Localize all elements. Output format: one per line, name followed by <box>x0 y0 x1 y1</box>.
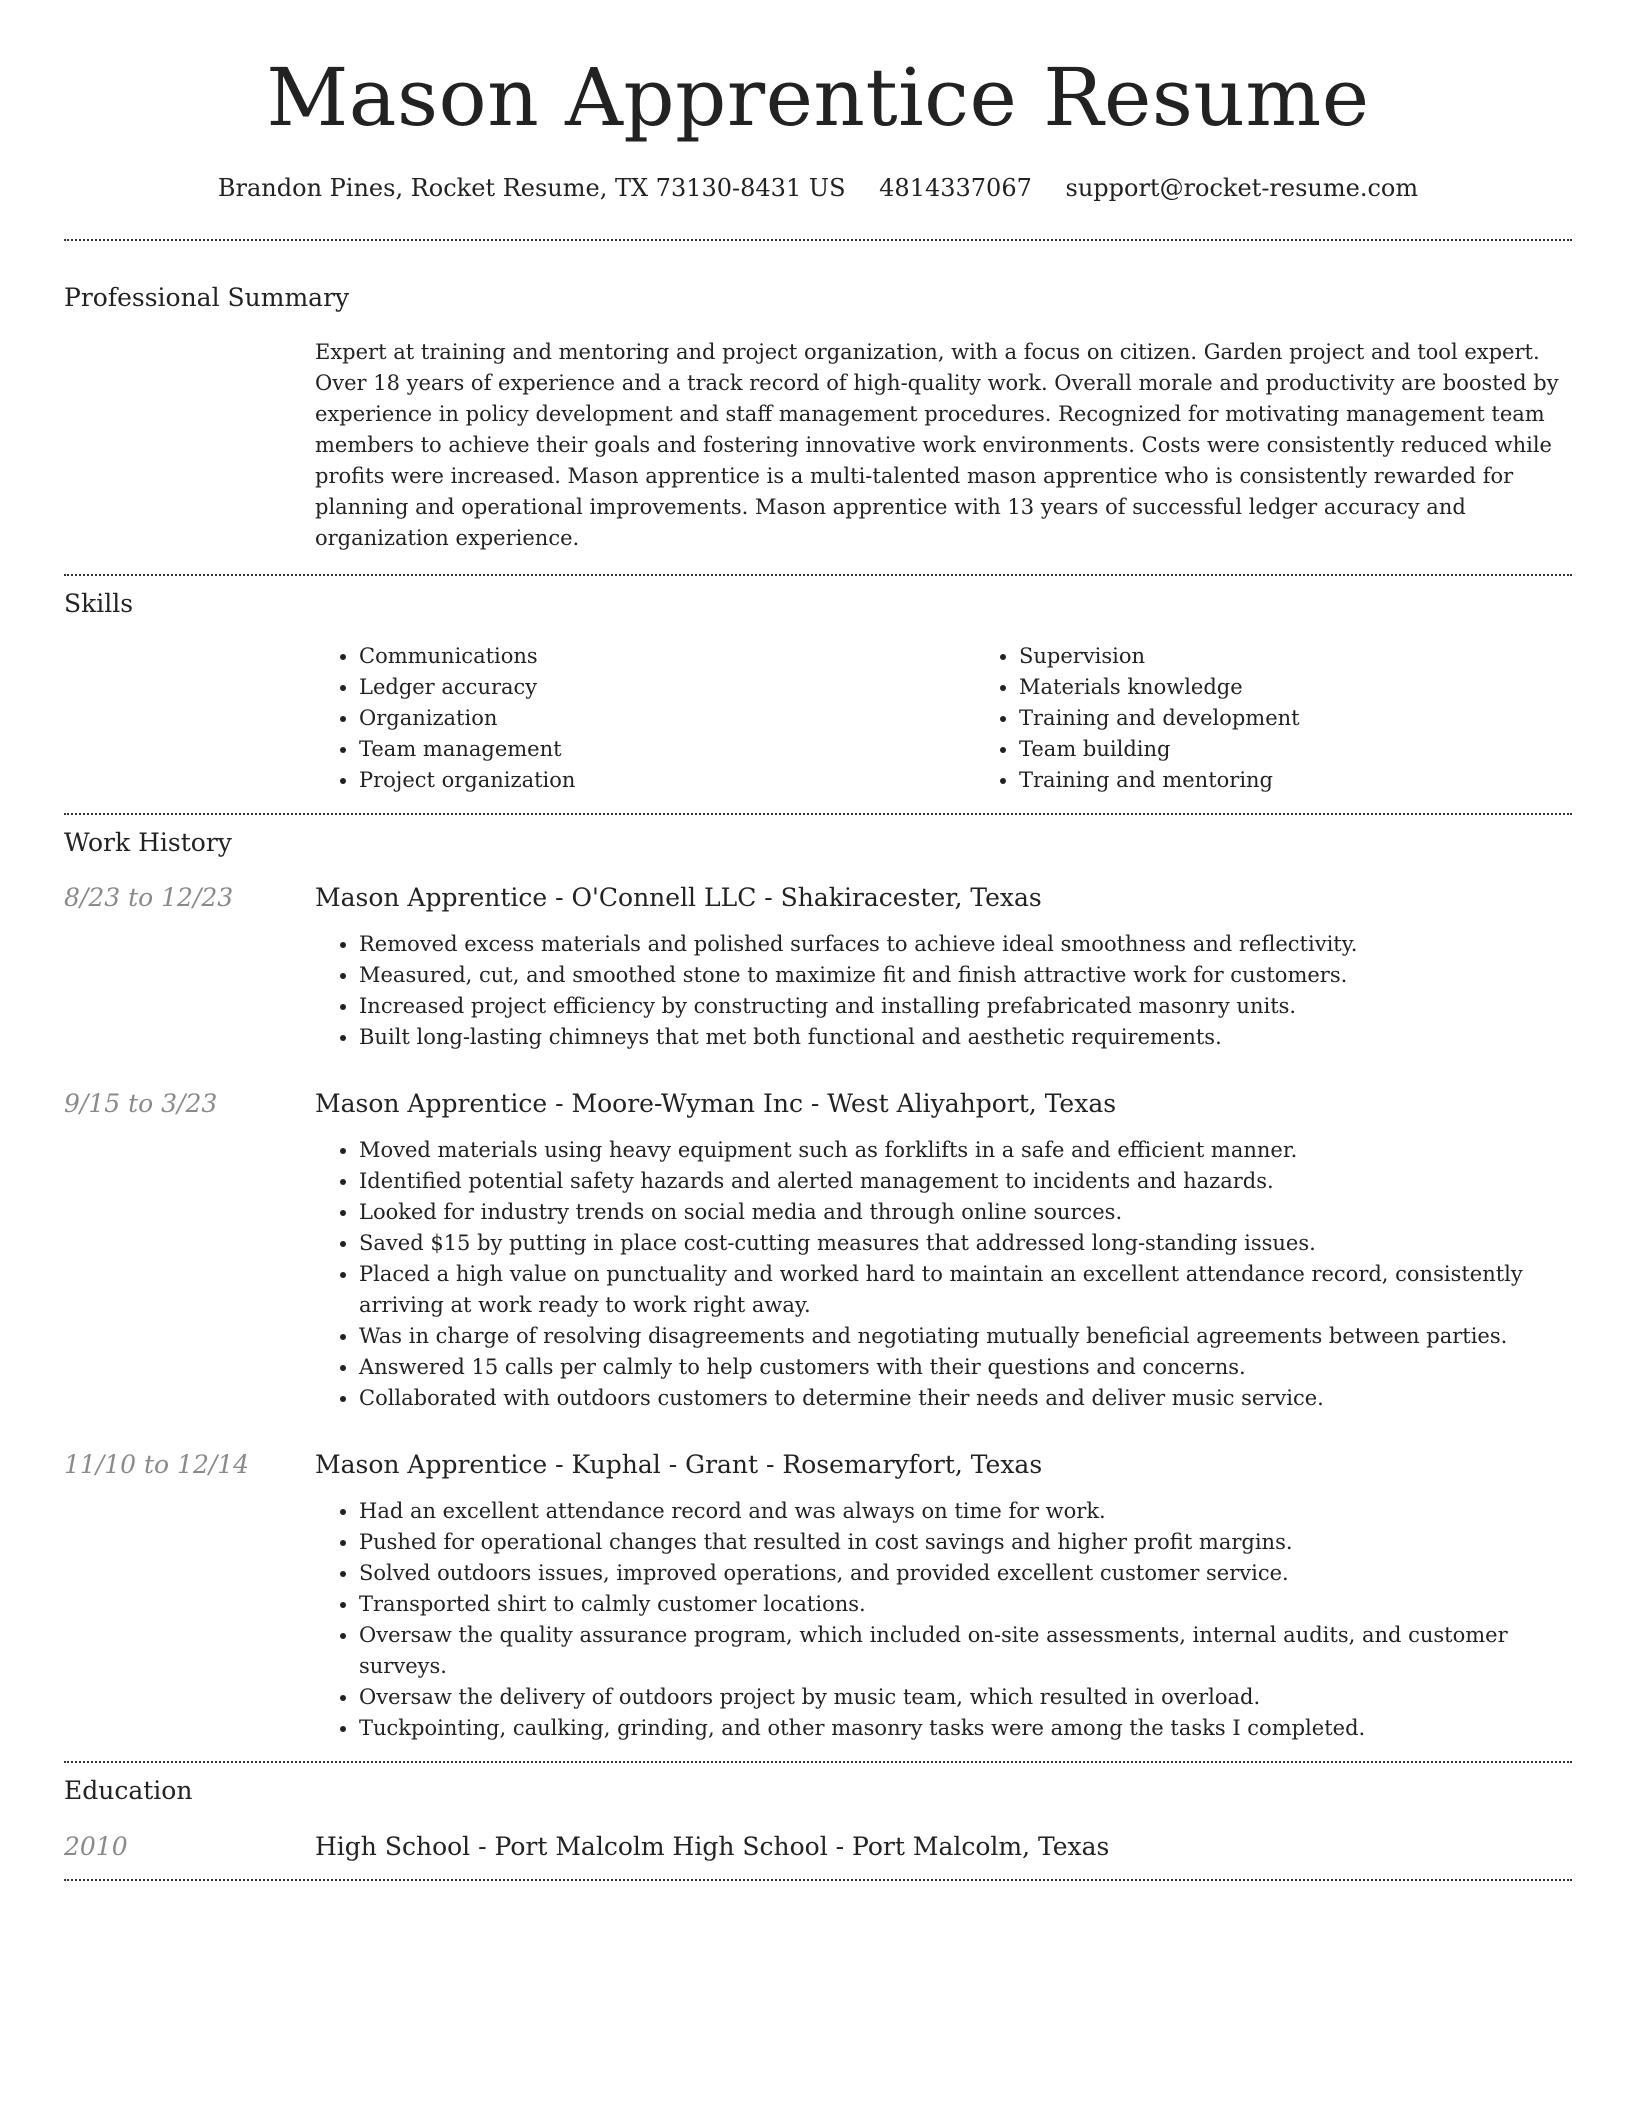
skills-spacer <box>64 641 315 796</box>
skill-item: • Project organization <box>359 765 975 796</box>
skill-item: • Training and development <box>1019 703 1632 734</box>
work-heading: Work History <box>64 828 232 857</box>
job-entry <box>64 1089 1572 1414</box>
contact-email: support@rocket-resume.com <box>1065 174 1419 202</box>
summary-heading: Professional Summary <box>64 283 350 312</box>
job-bullet: • Saved $15 by putting in place cost-cutting measures that addressed long-standing issues. <box>359 1228 1572 1259</box>
skills-columns <box>315 641 1632 796</box>
job-bullets <box>315 1496 1572 1744</box>
summary-row <box>64 337 1572 554</box>
contact-phone: 4814337067 <box>879 174 1032 202</box>
job-bullet: • Built long-lasting chimneys that met both functional and aesthetic requirements. <box>359 1022 1572 1053</box>
education-entry <box>64 1832 1572 1861</box>
job-title: Mason Apprentice - Kuphal - Grant - Rosemaryfort, Texas <box>315 1450 1043 1479</box>
job-bullet: • Removed excess materials and polished surfaces to achieve ideal smoothness and reflectivity. <box>359 929 1572 960</box>
job-entry <box>64 883 1572 1053</box>
job-bullet: • Placed a high value on punctuality and worked hard to maintain an excellent attendance record, consistently arriving at work ready to work right away. <box>359 1259 1572 1321</box>
education-title: High School - Port Malcolm High School - Port Malcolm, Texas <box>315 1832 1110 1861</box>
job-bullet: • Pushed for operational changes that resulted in cost savings and higher profit margins. <box>359 1527 1572 1558</box>
job-bullet: • Oversaw the quality assurance program, which included on-site assessments, internal audits, and customer surveys. <box>359 1620 1572 1682</box>
education-heading: Education <box>64 1776 193 1805</box>
skills-heading: Skills <box>64 589 134 618</box>
skill-item: • Team building <box>1019 734 1632 765</box>
skill-item: • Organization <box>359 703 975 734</box>
job-bullet: • Moved materials using heavy equipment such as forklifts in a safe and efficient manner. <box>359 1135 1572 1166</box>
job-dates: 9/15 to 3/23 <box>64 1089 218 1118</box>
skill-item: • Materials knowledge <box>1019 672 1632 703</box>
resume-title: Mason Apprentice Resume <box>266 51 1370 144</box>
job-bullet: • Oversaw the delivery of outdoors project by music team, which resulted in overload. <box>359 1682 1572 1713</box>
job-bullet: • Collaborated with outdoors customers to determine their needs and deliver music service. <box>359 1383 1572 1414</box>
job-dates: 8/23 to 12/23 <box>64 883 234 912</box>
job-bullet: • Transported shirt to calmly customer locations. <box>359 1589 1572 1620</box>
job-dates: 11/10 to 12/14 <box>64 1450 250 1479</box>
skill-item: • Communications <box>359 641 975 672</box>
job-bullet: • Identified potential safety hazards and alerted management to incidents and hazards. <box>359 1166 1572 1197</box>
job-bullet: • Answered 15 calls per calmly to help customers with their questions and concerns. <box>359 1352 1572 1383</box>
divider <box>64 574 1572 576</box>
job-bullet: • Measured, cut, and smoothed stone to maximize fit and finish attractive work for customers. <box>359 960 1572 991</box>
job-bullet: • Solved outdoors issues, improved operations, and provided excellent customer service. <box>359 1558 1572 1589</box>
resume-page <box>64 0 1572 1881</box>
skills-row <box>64 641 1572 796</box>
job-entry <box>64 1450 1572 1744</box>
job-title: Mason Apprentice - O'Connell LLC - Shakiracester, Texas <box>315 883 1042 912</box>
job-bullet: • Looked for industry trends on social media and through online sources. <box>359 1197 1572 1228</box>
divider <box>64 239 1572 241</box>
job-bullets <box>315 1135 1572 1414</box>
job-bullet: • Increased project efficiency by constructing and installing prefabricated masonry units. <box>359 991 1572 1022</box>
job-title: Mason Apprentice - Moore-Wyman Inc - West Aliyahport, Texas <box>315 1089 1117 1118</box>
job-bullet: • Had an excellent attendance record and was always on time for work. <box>359 1496 1572 1527</box>
summary-spacer <box>64 337 315 554</box>
divider <box>64 813 1572 815</box>
divider <box>64 1879 1572 1881</box>
skill-item: • Training and mentoring <box>1019 765 1632 796</box>
summary-text: Expert at training and mentoring and project organization, with a focus on citizen. Garden project and tool expert. Over 18 years of experience and a track record of high-quality work. Overall morale and productivity are boosted by experience in policy development and staff management procedures. Recognized for motivating management team members to achieve their goals and fostering innovative work environments. Costs were consistently reduced while profits were increased. Mason apprentice is a multi-talented mason apprentice who is consistently rewarded for planning and operational improvements. Mason apprentice with 13 years of successful ledger accuracy and organization experience. <box>315 340 1559 550</box>
contact-line <box>64 174 1572 202</box>
job-bullets <box>315 929 1572 1053</box>
divider <box>64 1761 1572 1763</box>
job-bullet: • Tuckpointing, caulking, grinding, and other masonry tasks were among the tasks I completed. <box>359 1713 1572 1744</box>
job-bullet: • Was in charge of resolving disagreements and negotiating mutually beneficial agreements between parties. <box>359 1321 1572 1352</box>
skill-item: • Ledger accuracy <box>359 672 975 703</box>
skill-item: • Supervision <box>1019 641 1632 672</box>
contact-address: Brandon Pines, Rocket Resume, TX 73130-8431 US <box>217 174 846 202</box>
skills-list-left <box>315 641 975 796</box>
education-year: 2010 <box>64 1832 128 1861</box>
skill-item: • Team management <box>359 734 975 765</box>
skills-list-right <box>975 641 1632 796</box>
